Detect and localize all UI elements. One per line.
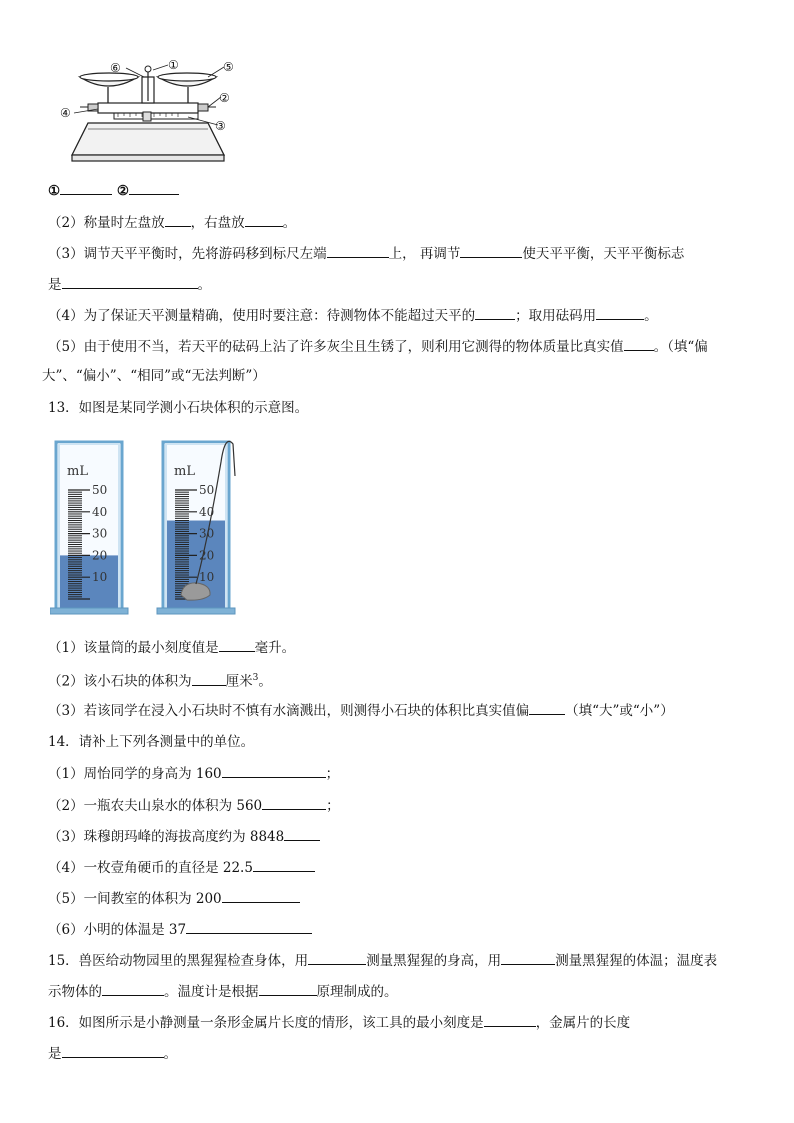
text: （4）为了保证天平测量精确，使用时要注意：待测物体不能超过天平的 <box>48 308 476 324</box>
text: 。 <box>282 215 297 231</box>
q12-label-1: ① <box>48 183 61 199</box>
callout-3: ③ <box>215 119 226 133</box>
blank-unit-height[interactable] <box>222 763 326 778</box>
text: 13．如图是某同学测小石块体积的示意图。 <box>48 400 309 416</box>
blank-unit-everest[interactable] <box>284 826 320 841</box>
blank-min-scale[interactable] <box>219 637 255 652</box>
blank-zero-mark[interactable] <box>327 243 389 258</box>
blank-adjust[interactable] <box>460 243 522 258</box>
tick-label: 40 <box>92 504 108 519</box>
text: 上， 再调节 <box>388 246 461 262</box>
blank-strip-length[interactable] <box>62 1043 164 1058</box>
text: 。 <box>163 1046 177 1062</box>
callout-6: ⑥ <box>110 61 121 75</box>
text: 。 <box>197 277 211 293</box>
text: （5）一间教室的体积为 200 <box>48 891 222 907</box>
text: （2）称量时左盘放 <box>48 215 165 231</box>
text: （填“大”或“小”） <box>565 703 674 719</box>
text: （6）小明的体温是 37 <box>48 922 187 938</box>
q14-item <box>48 795 340 816</box>
text: （3）若该同学在浸入小石块时不慎有水滴溅出，则测得小石块的体积比真实值偏 <box>48 703 530 719</box>
text: （4）一枚壹角硬币的直径是 22.5 <box>48 860 253 876</box>
text: 测量黑猩猩的体温；温度表 <box>555 953 718 969</box>
blank-tweezers[interactable] <box>596 305 644 320</box>
q14-item <box>48 919 312 940</box>
q13-part3 <box>48 700 674 721</box>
blank-unit-bottle[interactable] <box>262 795 326 810</box>
callout-5: ⑤ <box>223 60 234 74</box>
blank-temp-tool[interactable] <box>501 950 555 965</box>
text: 。温度计是根据 <box>164 984 259 1000</box>
tick-label: 50 <box>92 483 108 497</box>
blank-temp-meaning[interactable] <box>102 981 164 996</box>
q14-item <box>48 763 339 784</box>
tick-label: 10 <box>199 570 215 585</box>
text: ； <box>325 766 340 782</box>
text: ，金属片的长度 <box>535 1015 631 1031</box>
blank-1[interactable] <box>60 180 112 195</box>
q15-line1 <box>48 950 717 971</box>
q12-part5 <box>48 336 708 357</box>
blank-2[interactable] <box>129 180 179 195</box>
q13-part1 <box>48 637 295 658</box>
callout-4: ④ <box>60 106 71 120</box>
blank-bias[interactable] <box>529 700 565 715</box>
text: 。 <box>644 308 658 324</box>
tick-label: 20 <box>199 548 215 563</box>
superscript: 3 <box>252 673 259 683</box>
q13-stem <box>48 398 308 418</box>
text: （1）周怡同学的身高为 160 <box>48 766 222 782</box>
q14-item <box>48 888 300 909</box>
callout-2: ② <box>219 91 230 105</box>
text: 16．如图所示是小静测量一条形金属片长度的情形，该工具的最小刻度是 <box>48 1015 484 1031</box>
cylinder-with-stone <box>157 441 235 614</box>
q14-item <box>48 857 315 878</box>
text: 示物体的 <box>48 984 102 1000</box>
q16-line1 <box>48 1012 630 1033</box>
q12-part3-cont <box>48 274 211 295</box>
blank-unit-temp[interactable] <box>186 919 312 934</box>
callout-1: ① <box>168 58 179 72</box>
blank-principle[interactable] <box>259 981 317 996</box>
q12-label-2: ② <box>116 183 129 199</box>
text: 毫升。 <box>254 640 296 656</box>
text: 。（填“偏 <box>653 339 708 355</box>
tick-label: 30 <box>199 526 215 541</box>
text: 测量黑猩猩的身高，用 <box>366 953 502 969</box>
q12-part1 <box>48 180 179 201</box>
cylinder-before <box>50 442 128 614</box>
tick-label: 10 <box>92 570 108 585</box>
q13-part2 <box>48 668 272 692</box>
blank-stone-volume[interactable] <box>192 671 226 686</box>
text: ； <box>326 798 340 814</box>
q16-line2 <box>48 1043 177 1064</box>
blank-ruler-scale[interactable] <box>484 1012 536 1027</box>
text: 15．兽医给动物园里的黑猩猩检查身体，用 <box>48 953 309 969</box>
tick-label: 30 <box>92 526 108 541</box>
q14-item <box>48 826 320 847</box>
text: （5）由于使用不当，若天平的砝码上沾了许多灰尘且生锈了，则利用它测得的物体质量比真实值 <box>48 339 624 355</box>
q12-part4 <box>48 305 658 326</box>
measuring-cylinders-figure <box>50 432 250 620</box>
q15-line2 <box>48 981 398 1002</box>
text: 厘米 <box>225 673 253 690</box>
blank-range[interactable] <box>475 305 515 320</box>
text: （3）珠穆朗玛峰的海拔高度约为 8848 <box>48 829 285 845</box>
text: 。 <box>258 673 272 690</box>
text: （2）该小石块的体积为 <box>48 673 192 690</box>
text: （3）调节天平平衡时，先将游码移到标尺左端 <box>48 246 327 262</box>
blank-height-tool[interactable] <box>308 950 366 965</box>
blank-right-pan[interactable] <box>245 212 283 227</box>
text: 是 <box>48 277 62 293</box>
tick-label: 40 <box>199 504 215 519</box>
q12-part3 <box>48 243 684 264</box>
blank-unit-classroom[interactable] <box>222 888 300 903</box>
text: ；取用砝码用 <box>515 308 597 324</box>
text: ，右盘放 <box>190 215 245 231</box>
text: 原理制成的。 <box>316 984 398 1000</box>
tick-label: 20 <box>92 548 108 563</box>
tick-label: 50 <box>199 483 215 497</box>
text: 14．请补上下列各测量中的单位。 <box>48 734 255 750</box>
blank-left-pan[interactable] <box>165 212 191 227</box>
stone <box>181 583 210 600</box>
text: 是 <box>48 1046 62 1062</box>
q14-stem <box>48 732 254 752</box>
unit-label: mL <box>174 464 195 479</box>
q12-part5-cont <box>42 366 266 386</box>
text: （1）该量筒的最小刻度值是 <box>48 640 219 656</box>
balance-scale-figure <box>58 55 248 165</box>
text: 大”、“偏小”、“相同”或“无法判断”） <box>42 368 266 384</box>
unit-label: mL <box>67 464 88 479</box>
text: 使天平平衡，天平平衡标志 <box>522 246 685 262</box>
blank-balance-sign[interactable] <box>62 274 198 289</box>
blank-mass-compare[interactable] <box>624 336 654 351</box>
blank-unit-coin[interactable] <box>253 857 315 872</box>
q12-part2 <box>48 212 296 233</box>
text: （2）一瓶农夫山泉水的体积为 560 <box>48 798 263 814</box>
